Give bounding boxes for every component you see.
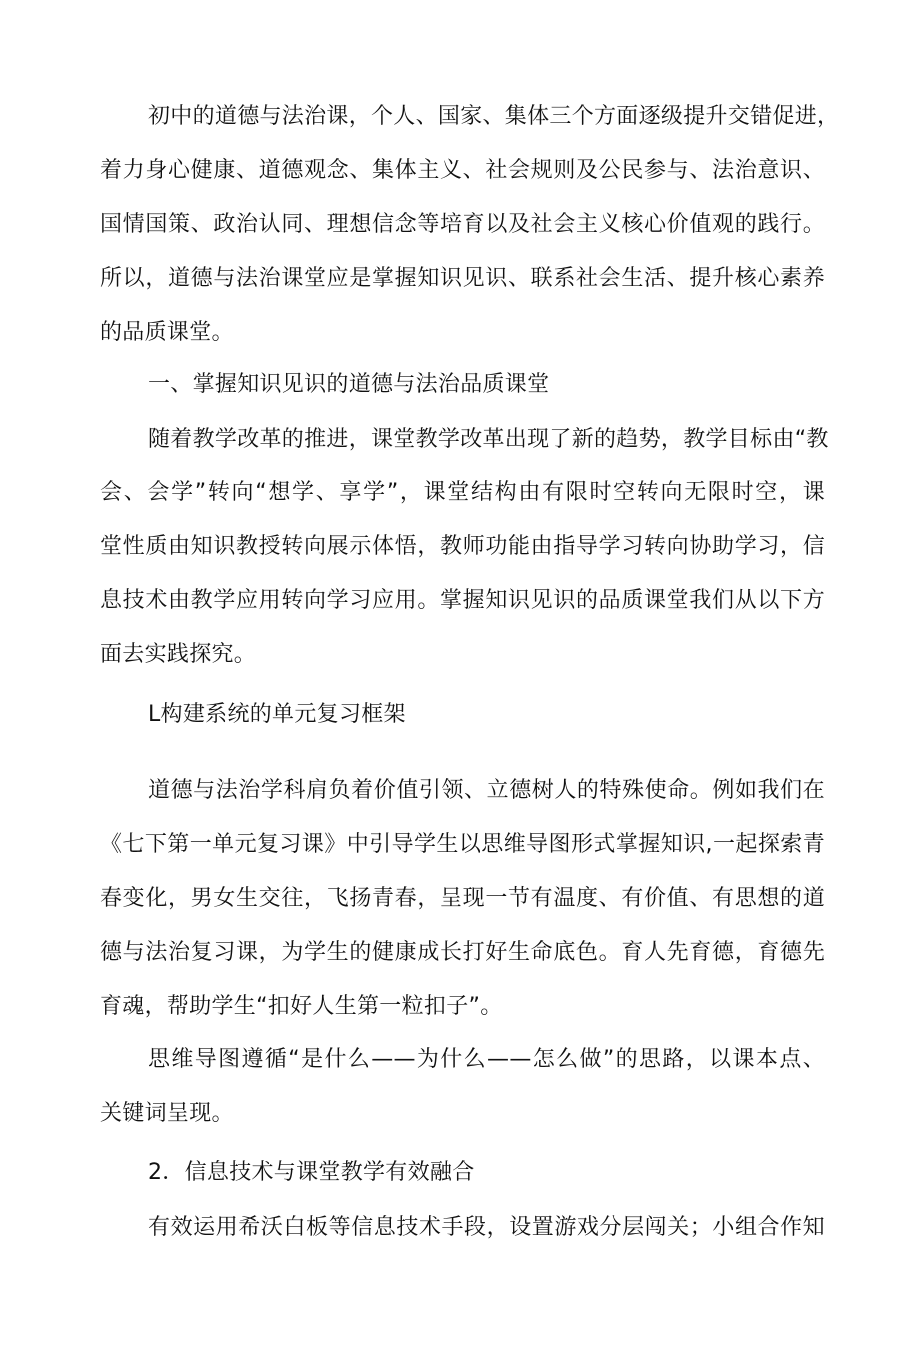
text-line: 随着教学改革的推进，课堂教学改革出现了新的趋势，教学目标由“教 (148, 427, 829, 452)
text-line: 面去实践探究。 (100, 642, 257, 667)
text-line: 育魂，帮助学生“扣好人生第一粒扣子”。 (100, 994, 503, 1019)
text-line: 初中的道德与法治课，个人、国家、集体三个方面逐级提升交错促进， (148, 104, 840, 129)
text-line: 堂性质由知识教授转向展示体悟，教师功能由指导学习转向协助学习，信 (100, 534, 825, 559)
text-line: 《七下第一单元复习课》中引导学生以思维导图形式掌握知识,一起探索青 (100, 832, 825, 857)
text-line: 的品质课堂。 (100, 320, 234, 345)
subsection-heading: 2．信息技术与课堂教学有效融合 (148, 1160, 475, 1185)
text-line: 关键词呈现。 (100, 1101, 234, 1126)
text-line: 所以，道德与法治课堂应是掌握知识见识、联系社会生活、提升核心素养 (100, 266, 825, 291)
text-line: 德与法治复习课，为学生的健康成长打好生命底色。育人先育德，育德先 (100, 940, 825, 965)
text-line: 道德与法治学科肩负着价值引领、立德树人的特殊使命。例如我们在 (148, 778, 825, 803)
text-line: 息技术由教学应用转向学习应用。掌握知识见识的品质课堂我们从以下方 (100, 588, 825, 613)
text-line: 春变化，男女生交往，飞扬青春，呈现一节有温度、有价值、有思想的道 (100, 886, 825, 911)
text-line: 会、会学”转向“想学、享学”，课堂结构由有限时空转向无限时空，课 (100, 480, 825, 505)
text-line: 思维导图遵循“是什么——为什么——怎么做”的思路，以课本点、 (148, 1047, 825, 1072)
section-heading: 一、掌握知识见识的道德与法治品质课堂 (148, 372, 550, 397)
subsection-heading: L构建系统的单元复习框架 (148, 702, 406, 727)
text-line: 国情国策、政治认同、理想信念等培育以及社会主义核心价值观的践行。 (100, 212, 825, 237)
text-line: 着力身心健康、道德观念、集体主义、社会规则及公民参与、法治意识、 (100, 158, 825, 183)
text-line: 有效运用希沃白板等信息技术手段，设置游戏分层闯关；小组合作知 (148, 1215, 825, 1240)
